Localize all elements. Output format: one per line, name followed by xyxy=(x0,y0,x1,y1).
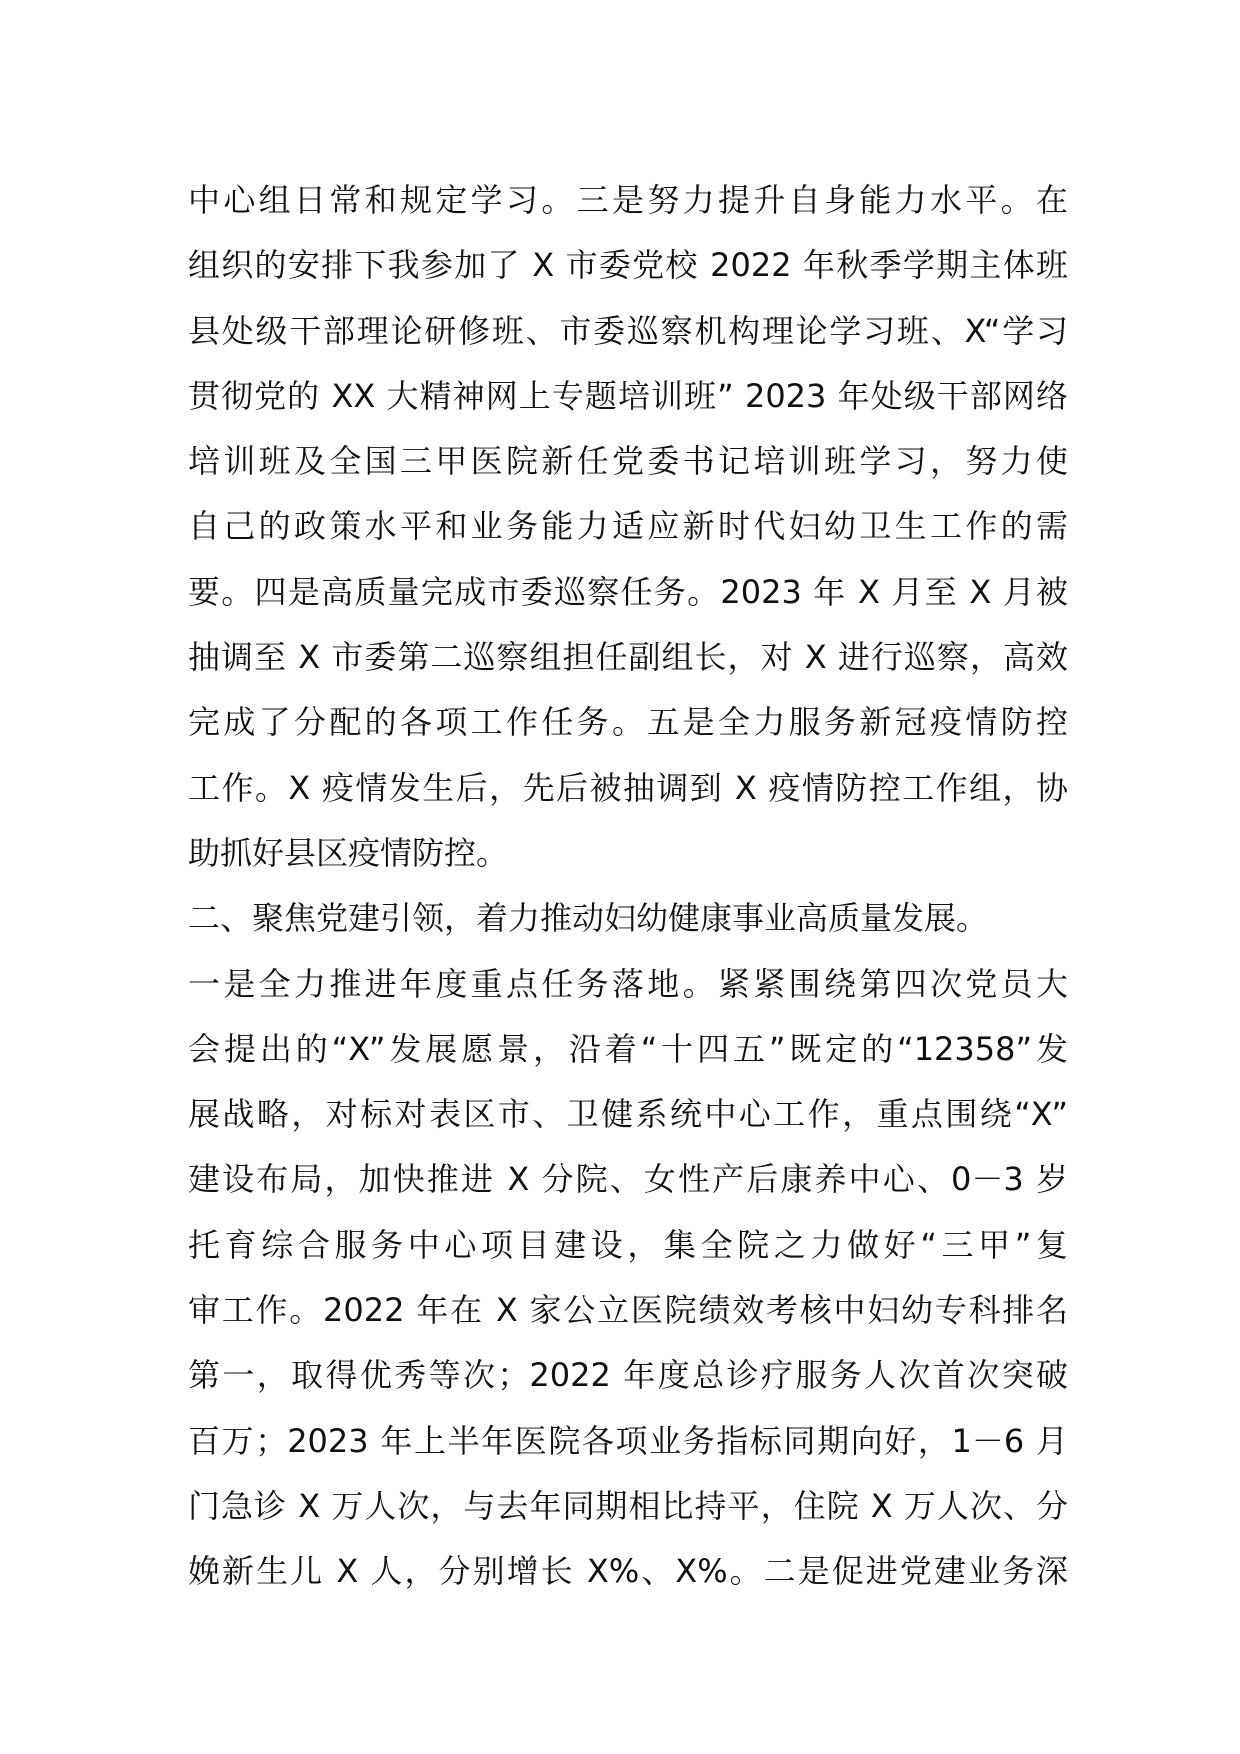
body-text xyxy=(188,168,1068,1605)
text-line: 门急诊 X 万人次，与去年同期相比持平，住院 X 万人次、分 xyxy=(188,1486,1068,1525)
text-line: 娩新生儿 X 人，分别增长 X%、X%。二是促进党建业务深 xyxy=(188,1552,1068,1591)
text-line: 托育综合服务中心项目建设，集全院之力做好“三甲”复 xyxy=(188,1225,1068,1264)
text-line: 展战略，对标对表区市、卫健系统中心工作，重点围绕“X” xyxy=(188,1095,1068,1134)
text-line: 完成了分配的各项工作任务。五是全力服务新冠疫情防控 xyxy=(188,703,1068,742)
text-line: 第一，取得优秀等次；2022 年度总诊疗服务人次首次突破 xyxy=(188,1356,1068,1395)
text-line: 培训班及全国三甲医院新任党委书记培训班学习，努力使 xyxy=(188,442,1068,481)
text-line: 抽调至 X 市委第二巡察组担任副组长，对 X 进行巡察，高效 xyxy=(188,638,1068,677)
text-line: 助抓好县区疫情防控。 xyxy=(188,833,509,872)
text-line: 贯彻党的 XX 大精神网上专题培训班” 2023 年处级干部网络 xyxy=(188,376,1068,415)
text-line: 一是全力推进年度重点任务落地。紧紧围绕第四次党员大 xyxy=(188,964,1068,1003)
section-heading: 二、聚焦党建引领，着力推动妇幼健康事业高质量发展。 xyxy=(188,899,989,938)
text-line: 要。四是高质量完成市委巡察任务。2023 年 X 月至 X 月被 xyxy=(188,572,1068,611)
text-line: 会提出的“X”发展愿景，沿着“十四五”既定的“12358”发 xyxy=(188,1029,1068,1068)
text-line: 中心组日常和规定学习。三是努力提升自身能力水平。在 xyxy=(188,181,1068,219)
text-line: 组织的安排下我参加了 X 市委党校 2022 年秋季学期主体班 xyxy=(188,246,1068,285)
text-line: 百万；2023 年上半年医院各项业务指标同期向好，1－6 月 xyxy=(188,1421,1068,1460)
text-line: 县处级干部理论研修班、市委巡察机构理论学习班、X“学习 xyxy=(188,311,1068,350)
text-line: 自己的政策水平和业务能力适应新时代妇幼卫生工作的需 xyxy=(188,507,1068,546)
text-line: 审工作。2022 年在 X 家公立医院绩效考核中妇幼专科排名 xyxy=(188,1291,1068,1330)
text-line: 工作。X 疫情发生后，先后被抽调到 X 疫情防控工作组，协 xyxy=(188,768,1068,807)
text-line: 建设布局，加快推进 X 分院、女性产后康养中心、0－3 岁 xyxy=(188,1160,1068,1199)
